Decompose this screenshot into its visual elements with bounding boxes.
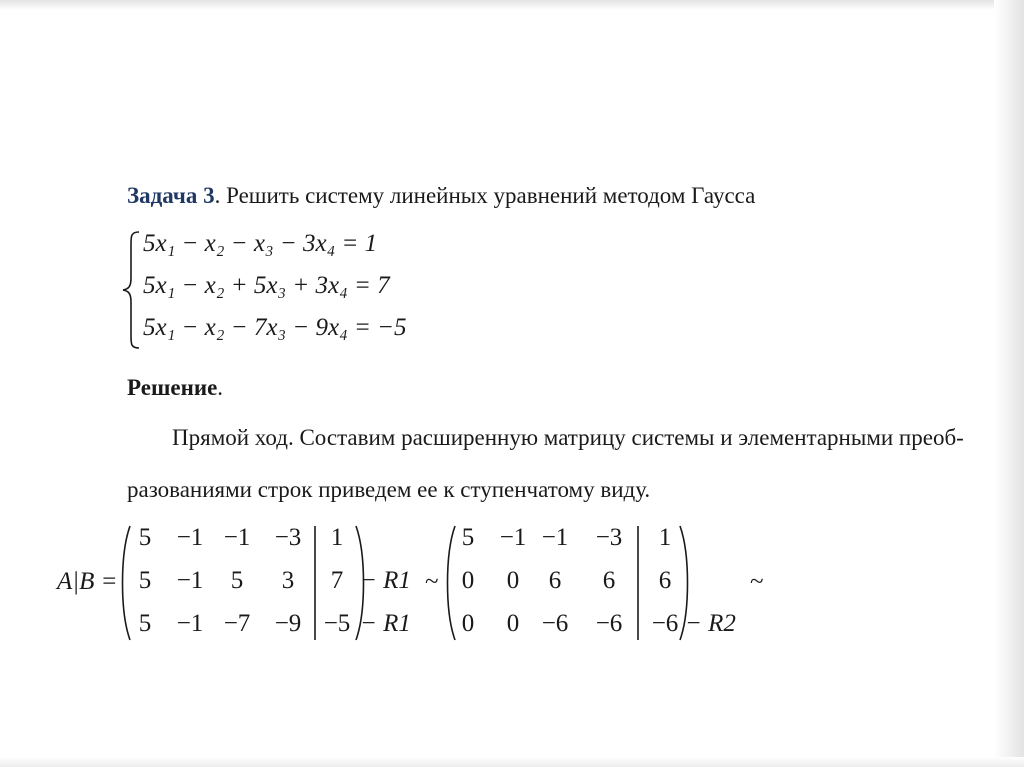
left-brace-icon [121,230,143,350]
solution-label: Решение [127,375,218,400]
matrix-cell: 5 [461,524,475,551]
matrix-cell: 5 [138,610,152,637]
matrix-cell: 6 [548,567,562,594]
equation-system [115,228,435,354]
row-operation: − R1 [360,610,411,637]
frame-top-edge [0,0,1024,10]
matrix-cell: −3 [595,524,623,551]
row-operation: − R2 [685,610,736,637]
matrix-cell: −6 [595,610,623,637]
matrix-cell: 3 [281,567,295,594]
matrix-cell: 5 [138,524,152,551]
matrix-cell: −1 [176,610,204,637]
matrix-cell: −9 [274,610,302,637]
matrix-cell: −1 [541,524,569,551]
matrix-cell: 1 [658,524,672,551]
matrix-cell: −1 [223,524,251,551]
matrix-cell: −1 [176,567,204,594]
paragraph-line-1: Прямой ход. Составим расширенную матрицу системы и элементарными преоб- [172,425,964,450]
task-heading [127,183,755,209]
trailing-tilde: ~ [750,568,764,595]
equivalence-tilde: ~ [425,568,439,595]
matrix-cell: 0 [506,610,520,637]
matrix-cell: 0 [461,567,475,594]
solution-dot: . [217,375,224,400]
matrix-cell: 5 [138,567,152,594]
matrix-cell: −6 [651,610,679,637]
matrix-cell: −5 [323,610,351,637]
matrix-cell: −6 [541,610,569,637]
equation-3: 5x₁ − x₂ − 7x₃ − 9x₄ = −5 [143,314,407,341]
solution-heading [127,375,223,401]
matrix-cell: −7 [223,610,251,637]
matrix-cell: 6 [658,567,672,594]
matrix-cell: −1 [499,524,527,551]
frame-bottom-edge [0,757,1024,767]
matrix-cell: 7 [330,567,344,594]
matrix-cell: −1 [176,524,204,551]
equation-1: 5x₁ − x₂ − x₃ − 3x₄ = 1 [143,230,378,257]
task-label: Задача 3 [127,183,215,208]
matrix-cell: −3 [274,524,302,551]
matrix-cell: 5 [230,567,244,594]
task-text: . Решить систему линейных уравнений методом Гаусса [214,183,756,208]
matrix-cell: 0 [461,610,475,637]
frame-right-edge [994,0,1024,767]
row-operation: − R1 [360,567,411,594]
matrix-cell: 6 [602,567,616,594]
paragraph-line-2: разованиями строк приведем ее к ступенчатому виду. [127,477,651,502]
matrix-prefix: A|B = [57,568,118,595]
matrix-cell: 1 [330,524,344,551]
matrix-cell: 0 [506,567,520,594]
equation-2: 5x₁ − x₂ + 5x₃ + 3x₄ = 7 [143,272,390,299]
